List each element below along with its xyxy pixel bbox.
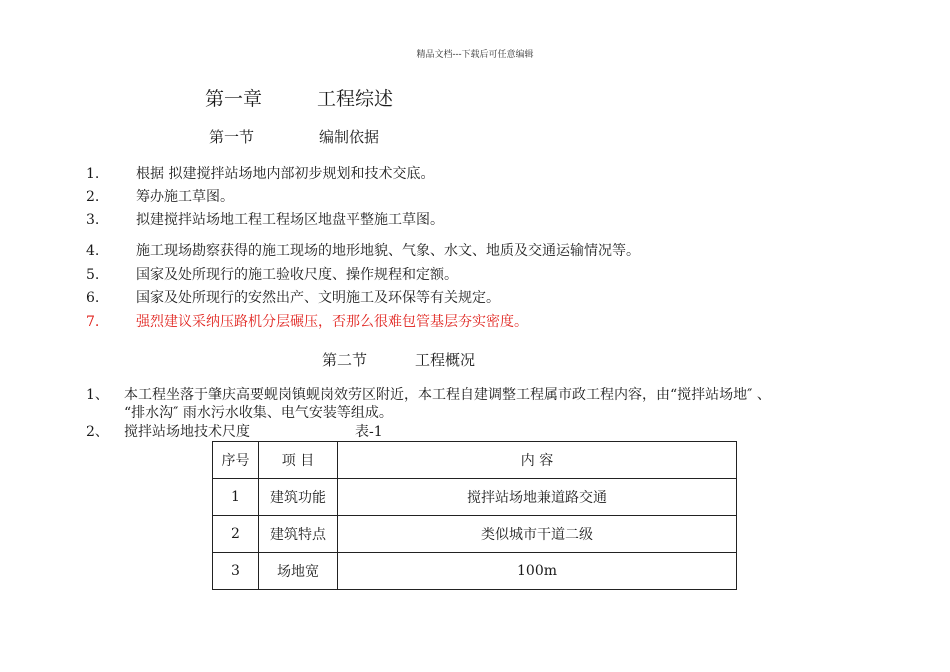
basis-item-text: 强烈建议采纳压路机分层碾压，否那么很难包管基层夯实密度。 [136, 314, 528, 330]
basis-item-text: 筹办施工草图。 [136, 189, 234, 205]
section1-title: 编制依据 [319, 128, 380, 146]
chapter-title: 工程综述 [317, 88, 394, 110]
table-cell: 类似城市干道二级 [338, 516, 737, 553]
table-cell: 搅拌站场地兼道路交通 [338, 479, 737, 516]
basis-item-emphasis: 7. 强烈建议采纳压路机分层碾压，否那么很难包管基层夯实密度。 [86, 314, 528, 330]
section2-title: 工程概况 [415, 351, 476, 369]
basis-item-text: 拟建搅拌站场地工程工程场区地盘平整施工草图。 [136, 212, 444, 228]
table-cell: 建筑特点 [259, 516, 338, 553]
table-row [213, 479, 737, 516]
section2-number: 第二节 [322, 351, 368, 369]
table-header-cell: 项 目 [259, 442, 338, 479]
table-cell: 1 [213, 479, 259, 516]
table-header-cell: 序号 [213, 442, 259, 479]
basis-item-text: 根据 拟建搅拌站场地内部初步规划和技术交底。 [136, 166, 435, 182]
basis-item: 1. 根据 拟建搅拌站场地内部初步规划和技术交底。 [86, 166, 435, 182]
header-note: 精品文档---下载后可任意编辑 [416, 50, 534, 60]
basis-item: 2. 筹办施工草图。 [86, 189, 234, 205]
overview-p1-line1: 本工程坐落于肇庆高要蚬岗镇蚬岗效劳区附近，本工程自建调整工程属市政工程内容，由“搅拌站场地″ 、 [124, 387, 771, 403]
basis-item-text: 国家及处所现行的施工验收尺度、操作规程和定额。 [136, 267, 458, 283]
basis-item: 3. 拟建搅拌站场地工程工程场区地盘平整施工草图。 [86, 212, 444, 228]
spec-table [212, 441, 737, 590]
overview-p1-line2: “排水沟″ 雨水污水收集、电气安装等组成。 [124, 405, 393, 421]
table-row [213, 516, 737, 553]
table-cell: 3 [213, 553, 259, 590]
section1-number: 第一节 [209, 128, 255, 146]
overview-p1-number: 1、 [86, 387, 109, 403]
table-cell: 2 [213, 516, 259, 553]
table-header-cell: 内 容 [338, 442, 737, 479]
basis-item-text: 施工现场勘察获得的施工现场的地形地貌、气象、水文、地质及交通运输情况等。 [136, 243, 640, 259]
table-header-row [213, 442, 737, 479]
chapter-number: 第一章 [205, 88, 263, 110]
table-label: 表-1 [355, 424, 383, 440]
table-cell: 建筑功能 [259, 479, 338, 516]
basis-item: 5. 国家及处所现行的施工验收尺度、操作规程和定额。 [86, 267, 458, 283]
table-cell: 100m [338, 553, 737, 590]
basis-item-text: 国家及处所现行的安然出产、文明施工及环保等有关规定。 [136, 290, 500, 306]
table-row [213, 553, 737, 590]
basis-item: 6. 国家及处所现行的安然出产、文明施工及环保等有关规定。 [86, 290, 500, 306]
table-cell: 场地宽 [259, 553, 338, 590]
overview-p2-text: 搅拌站场地技术尺度 [124, 424, 250, 440]
basis-item: 4. 施工现场勘察获得的施工现场的地形地貌、气象、水文、地质及交通运输情况等。 [86, 243, 640, 259]
overview-p2-number: 2、 [86, 424, 109, 440]
